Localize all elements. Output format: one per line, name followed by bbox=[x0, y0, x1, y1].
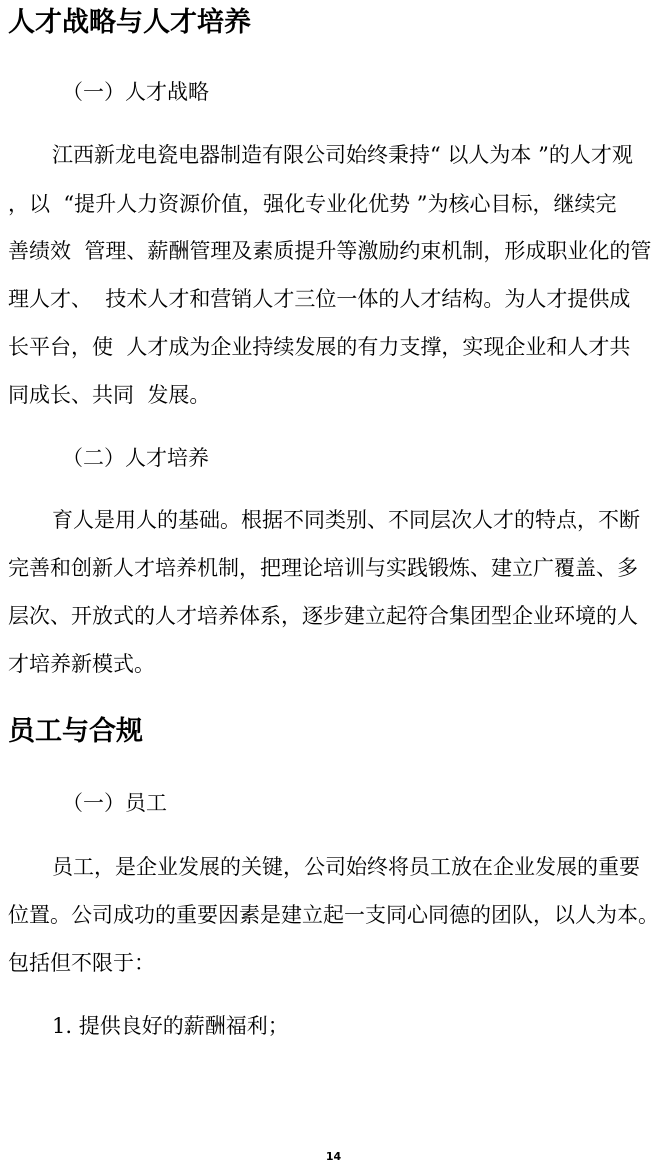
paragraph-line: 理人才、 技术人才和营销人才三位一体的人才结构。为人才提供成 bbox=[8, 287, 631, 311]
paragraph-line: 包括但不限于： bbox=[8, 951, 155, 975]
paragraph-line: 完善和创新人才培养机制，把理论培训与实践锻炼、建立广覆盖、多 bbox=[8, 556, 638, 580]
subheading-talent-training: （二）人才培养 bbox=[62, 446, 209, 470]
paragraph-line: ，以 “提升人力资源价值，强化专业化优势 ”为核心目标，继续完 bbox=[8, 192, 617, 216]
paragraph-line: 长平台，使 人才成为企业持续发展的有力支撑，实现企业和人才共 bbox=[8, 335, 631, 359]
paragraph-line: 才培养新模式。 bbox=[8, 652, 155, 676]
paragraph-line: 育人是用人的基础。根据不同类别、不同层次人才的特点，不断 bbox=[52, 508, 640, 532]
paragraph-line: 善绩效 管理、薪酬管理及素质提升等激励约束机制，形成职业化的管 bbox=[8, 239, 652, 263]
section-title-talent: 人才战略与人才培养 bbox=[8, 7, 251, 38]
paragraph-line: 位置。公司成功的重要因素是建立起一支同心同德的团队，以人为本。 bbox=[8, 903, 659, 927]
paragraph-line: 员工，是企业发展的关键，公司始终将员工放在企业发展的重要 bbox=[52, 855, 640, 879]
paragraph-line: 层次、开放式的人才培养体系，逐步建立起符合集团型企业环境的人 bbox=[8, 604, 638, 628]
page-number: 14 bbox=[325, 1150, 342, 1163]
paragraph-line: 江西新龙电瓷电器制造有限公司始终秉持“ 以人为本 ”的人才观 bbox=[52, 143, 633, 167]
paragraph-line: 同成长、共同 发展。 bbox=[8, 383, 211, 407]
section-title-employees-compliance: 员工与合规 bbox=[8, 716, 143, 747]
list-item: 1. 提供良好的薪酬福利； bbox=[52, 1014, 289, 1038]
subheading-talent-strategy: （一）人才战略 bbox=[62, 80, 209, 104]
subheading-employees: （一）员工 bbox=[62, 791, 167, 815]
